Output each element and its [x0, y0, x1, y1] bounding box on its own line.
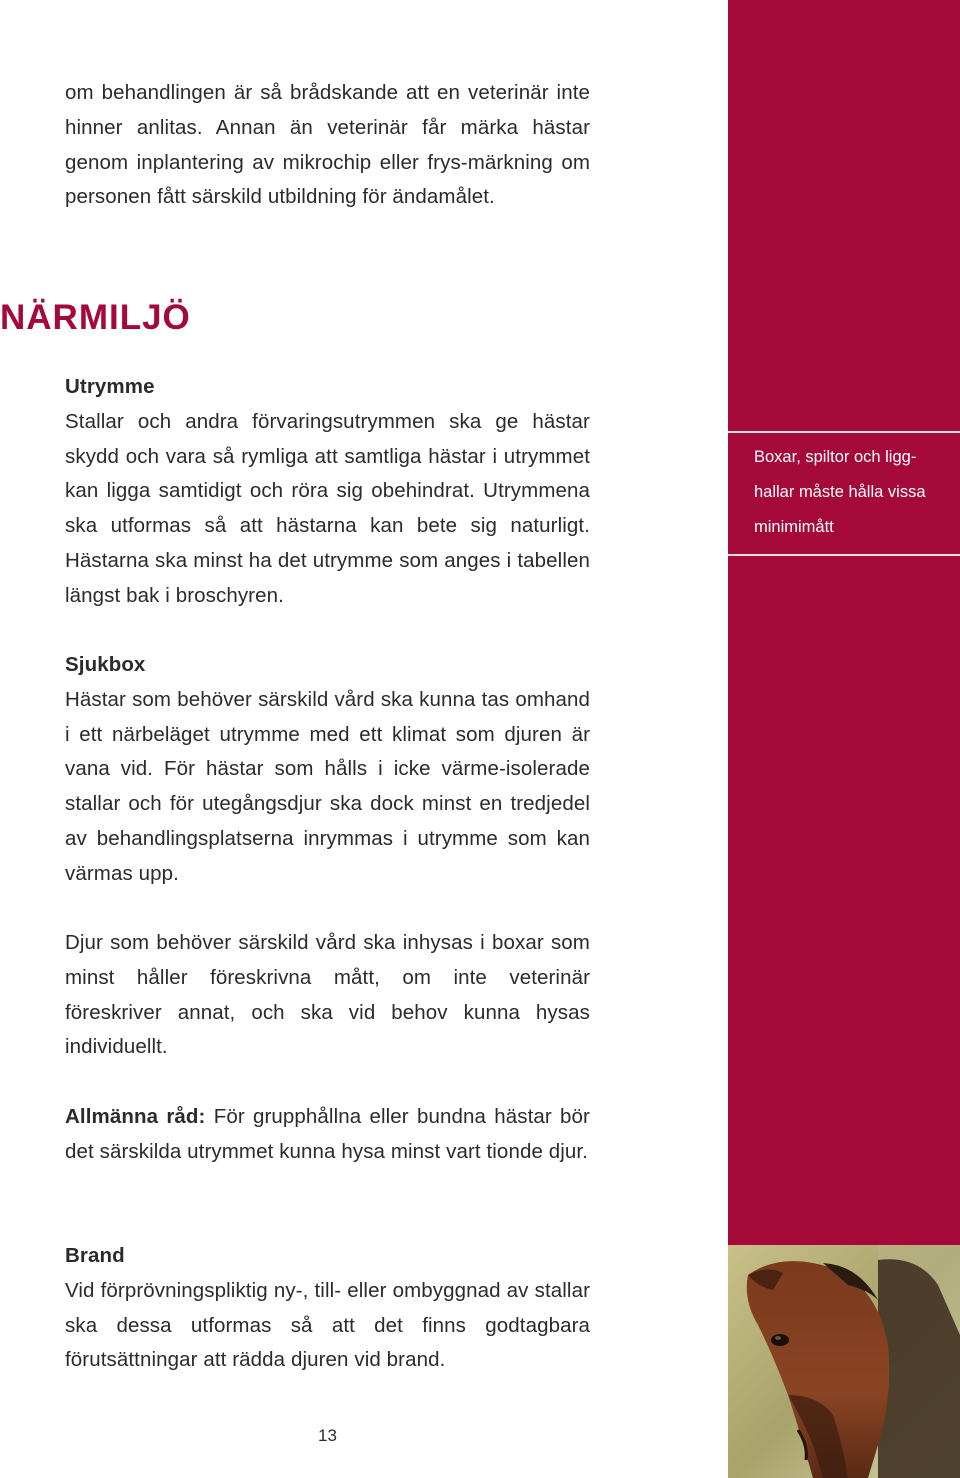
brand-text: Vid förprövningspliktig ny-, till- eller ombyggnad av stallar ska dessa utformas så att det finns godtagbara förutsättningar att rädda djuren vid brand. [65, 1278, 590, 1372]
sjukbox-text: Hästar som behöver särskild vård ska kunna tas omhand i ett närbeläget utrymme med ett klimat som djuren är vana vid. För hästar som hålls i icke värme-isolerade stallar och för utegångsdjur ska dock minst en tredjedel av behandlingsplatserna inrymmas i utrymme som kan värmas upp. [65, 687, 590, 885]
horse-photo [728, 1245, 960, 1478]
allmanna-rad-text: För grupphållna eller bundna hästar bör det särskilda utrymmet kunna hysa minst vart tionde djur. [65, 1105, 590, 1163]
section-title: NÄRMILJÖ [0, 298, 191, 337]
brand-section [65, 1239, 590, 1378]
sjukbox-section [65, 648, 590, 892]
brand-heading: Brand [65, 1244, 125, 1267]
sidebar-band [728, 0, 960, 1245]
sidenote-line-1: Boxar, spiltor och ligg- [754, 448, 917, 466]
sidenote-line-3: minimimått [754, 518, 834, 536]
intro-paragraph: om behandlingen är så brådskande att en veterinär inte hinner anlitas. Annan än veterinär får märka hästar genom inplantering av mikrochip eller frys-märkning om personen fått särskild utbildning för ändamålet. [65, 81, 590, 209]
utrymme-section [65, 370, 590, 614]
sidenote [754, 440, 944, 545]
djur-paragraph: Djur som behöver särskild vård ska inhysas i boxar som minst håller föreskrivna mått, om inte veterinär föreskriver annat, och ska vid behov kunna hysas individuellt. [65, 931, 590, 1059]
sidenote-top-rule [728, 431, 960, 433]
utrymme-text: Stallar och andra förvaringsutrymmen ska ge hästar skydd och vara så rymliga att samtliga hästar i utrymmet kan ligga samtidigt och röra sig obehindrat. Utrymmena ska utformas så att hästarna kan bete sig naturligt. Hästarna ska minst ha det utrymme som anges i tabellen längst bak i broschyren. [65, 409, 590, 607]
allmanna-rad-label: Allmänna råd: [65, 1105, 206, 1128]
sjukbox-heading: Sjukbox [65, 653, 146, 676]
allmanna-rad-paragraph [65, 1100, 590, 1170]
utrymme-heading: Utrymme [65, 375, 155, 398]
page-number: 13 [318, 1426, 337, 1445]
sidenote-line-2: hallar måste hålla vissa [754, 483, 926, 501]
horse-illustration [728, 1245, 960, 1478]
sidenote-bottom-rule [728, 554, 960, 556]
